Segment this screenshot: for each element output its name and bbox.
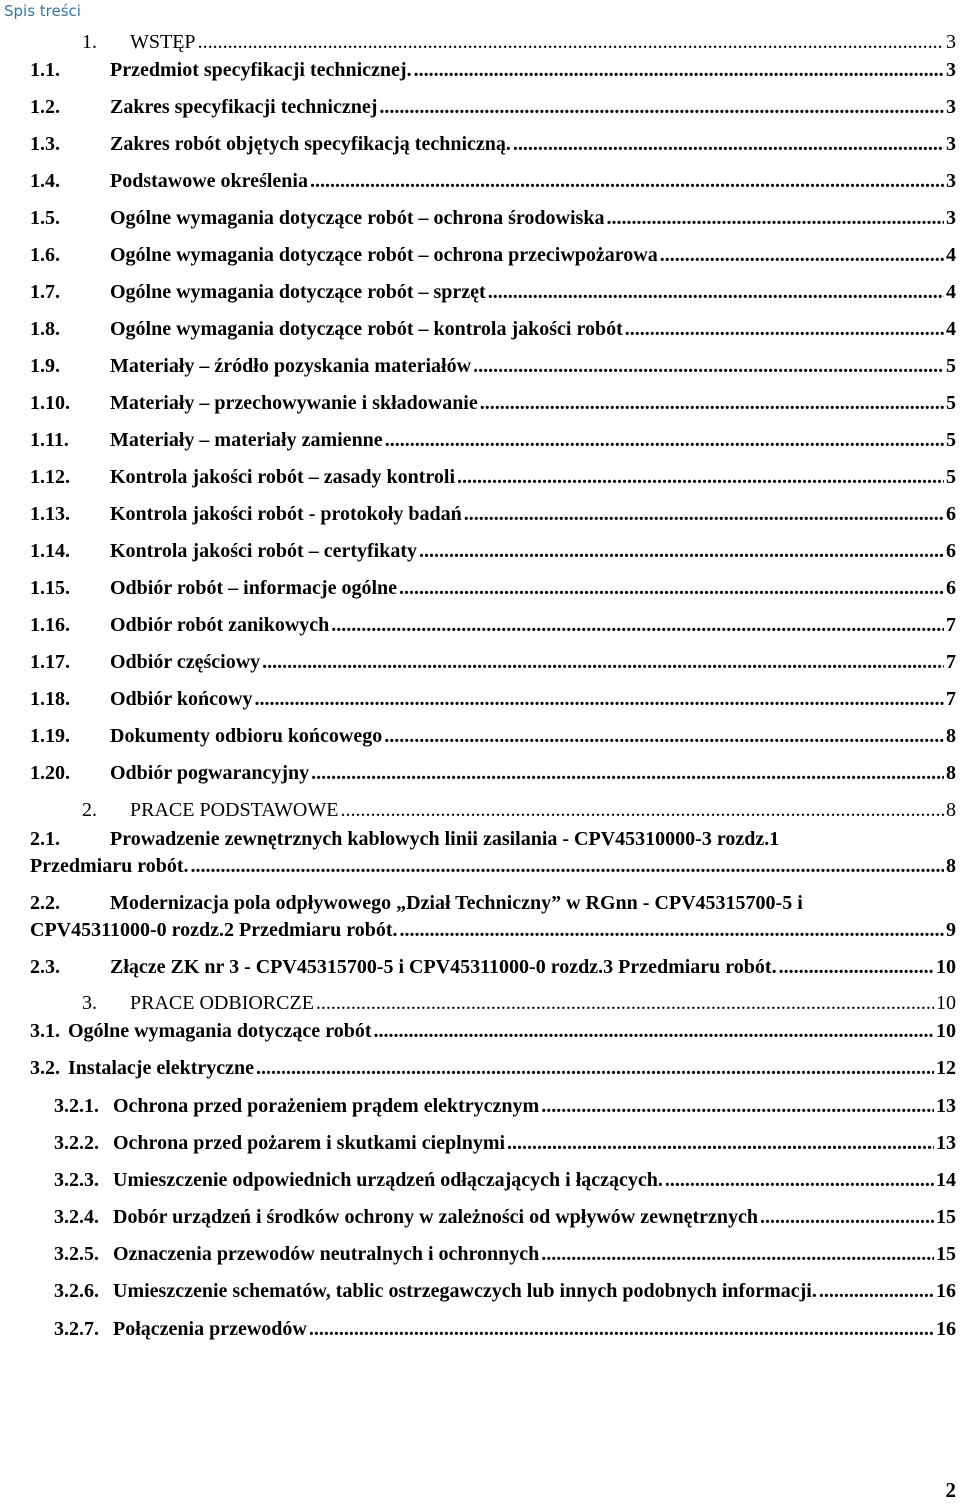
toc-entry-number: 1.12. [30, 466, 70, 488]
toc-entry-number: 2.3. [30, 956, 60, 978]
toc-entry-page: 8 [946, 725, 956, 747]
toc-entry-number: 1.1. [30, 59, 60, 81]
toc-entry-number: 1.13. [30, 503, 70, 525]
toc-leader-dots [385, 428, 944, 452]
toc-entry-page: 9 [946, 919, 956, 941]
toc-leader-dots [464, 502, 944, 526]
toc-entry-number: 1.18. [30, 688, 70, 710]
toc-entry-title: Modernizacja pola odpływowego „Dział Techniczny” w RGnn - CPV45315700-5 i [110, 892, 803, 914]
toc-leader-dots [665, 1168, 934, 1192]
toc-leader-dots [541, 1094, 934, 1118]
toc-entry-number: 1.15. [30, 577, 70, 599]
toc-entry-title: Umieszczenie schematów, tablic ostrzegawczych lub innych podobnych informacji. [113, 1280, 817, 1302]
toc-entry-title: Odbiór robót zanikowych [110, 614, 330, 636]
toc-entry-page: 7 [946, 614, 956, 636]
toc-entry-page: 13 [936, 1095, 956, 1117]
toc-entry-number: 2.2. [30, 892, 60, 914]
toc-entry-page: 14 [936, 1169, 956, 1191]
toc-entry-title: Odbiór częściowy [110, 651, 261, 673]
toc-leader-dots [414, 58, 944, 82]
toc-entry-page: 16 [936, 1318, 956, 1340]
toc-entry-title-continuation: Przedmiaru robót. [30, 855, 189, 877]
toc-entry-title: Materiały – materiały zamienne [110, 429, 383, 451]
toc-leader-dots [374, 1019, 935, 1043]
toc-entry-number: 3.2.1. [54, 1095, 99, 1117]
toc-entry-page: 3 [946, 59, 956, 81]
toc-entry-title: Podstawowe określenia [110, 170, 308, 192]
toc-leader-dots [316, 991, 934, 1015]
toc-entry-title: PRACE PODSTAWOWE [130, 799, 339, 821]
toc-entry-number: 2. [82, 799, 97, 821]
toc-entry-number: 1.14. [30, 540, 70, 562]
toc-entry-title: Ochrona przed pożarem i skutkami cieplnymi [113, 1132, 506, 1154]
toc-entry-number: 3.2.7. [54, 1318, 99, 1340]
toc-entry-page: 7 [946, 651, 956, 673]
toc-entry-page: 5 [946, 392, 956, 414]
toc-entry-title: Umieszczenie odpowiednich urządzeń odłączających i łączących. [113, 1169, 663, 1191]
toc-entry-title: Kontrola jakości robót – zasady kontroli [110, 466, 456, 488]
toc-entry-number: 3.2.3. [54, 1169, 99, 1191]
toc-entry-page: 6 [946, 503, 956, 525]
toc-entry-page: 8 [946, 762, 956, 784]
toc-entry-title: Dokumenty odbioru końcowego [110, 725, 383, 747]
toc-entry-number: 1.6. [30, 244, 60, 266]
toc-entry-title: Odbiór pogwarancyjny [110, 762, 310, 784]
toc-entry-number: 1.8. [30, 318, 60, 340]
toc-entry-number: 3.2.2. [54, 1132, 99, 1154]
toc-entry-page: 6 [946, 540, 956, 562]
toc-leader-dots [419, 539, 944, 563]
toc-entry-number: 3.2. [30, 1057, 60, 1079]
toc-entry-page: 6 [946, 577, 956, 599]
toc-leader-dots [384, 724, 944, 748]
toc-entry-title: Ogólne wymagania dotyczące robót – ochrona środowiska [110, 207, 605, 229]
toc-entry-page: 12 [936, 1057, 956, 1079]
toc-entry-title: Złącze ZK nr 3 - CPV45315700-5 i CPV45311000-0 rozdz.3 Przedmiaru robót. [110, 956, 777, 978]
toc-entry-number: 1.4. [30, 170, 60, 192]
toc-entry-title: Oznaczenia przewodów neutralnych i ochronnych [113, 1243, 540, 1265]
toc-entry-page: 3 [946, 170, 956, 192]
toc-entry-title: Instalacje elektryczne [68, 1057, 255, 1079]
toc-entry-number: 1.19. [30, 725, 70, 747]
toc-leader-dots [457, 465, 944, 489]
toc-leader-dots [480, 391, 944, 415]
toc-leader-dots [310, 169, 944, 193]
toc-leader-dots [660, 243, 944, 267]
toc-entry-title: Odbiór robót – informacje ogólne [110, 577, 398, 599]
toc-entry-page: 10 [936, 992, 956, 1014]
toc-leader-dots [819, 1279, 934, 1303]
toc-entry-number: 3.1. [30, 1020, 60, 1042]
toc-leader-dots [606, 206, 944, 230]
toc-entry-page: 4 [946, 281, 956, 303]
toc-entry-number: 1.3. [30, 133, 60, 155]
toc-entry-title: Ogólne wymagania dotyczące robót – sprzęt [110, 281, 486, 303]
toc-entry-page: 4 [946, 244, 956, 266]
toc-entry-number: 1.16. [30, 614, 70, 636]
toc-leader-dots [760, 1205, 934, 1229]
toc-entry-page: 8 [946, 799, 956, 821]
toc-entry-number: 3.2.6. [54, 1280, 99, 1302]
toc-entry-page: 15 [936, 1206, 956, 1228]
toc-entry-title: Przedmiot specyfikacji technicznej. [110, 59, 412, 81]
toc-leader-dots [488, 280, 944, 304]
toc-leader-dots [507, 1131, 934, 1155]
toc-entry-title-continuation: CPV45311000-0 rozdz.2 Przedmiaru robót. [30, 919, 398, 941]
toc-entry-page: 4 [946, 318, 956, 340]
toc-entry-title: Zakres robót objętych specyfikacją techniczną. [110, 133, 511, 155]
toc-entry-title: PRACE ODBIORCZE [130, 992, 314, 1014]
toc-entry-page: 3 [946, 31, 956, 53]
toc-entry-title: Materiały – przechowywanie i składowanie [110, 392, 478, 414]
toc-entry-title: Dobór urządzeń i środków ochrony w zależności od wpływów zewnętrznych [113, 1206, 758, 1228]
toc-leader-dots [311, 761, 944, 785]
toc-entry-title: Prowadzenie zewnętrznych kablowych linii zasilania - CPV45310000-3 rozdz.1 [110, 828, 780, 850]
toc-entry-page: 3 [946, 133, 956, 155]
toc-entry-number: 1. [82, 31, 97, 53]
toc-entry-page: 5 [946, 355, 956, 377]
toc-heading: Spis treści [4, 2, 81, 20]
toc-entry-number: 1.7. [30, 281, 60, 303]
toc-entry-number: 2.1. [30, 828, 60, 850]
toc-leader-dots [625, 317, 944, 341]
toc-entry-page: 5 [946, 466, 956, 488]
toc-entry-number: 3. [82, 992, 97, 1014]
toc-leader-dots [254, 687, 944, 711]
toc-entry-title: Ogólne wymagania dotyczące robót – kontrola jakości robót [110, 318, 623, 340]
toc-entry-number: 3.2.4. [54, 1206, 99, 1228]
toc-entry-number: 1.9. [30, 355, 60, 377]
toc-entry-title: WSTĘP [130, 31, 196, 53]
toc-leader-dots [473, 354, 944, 378]
toc-entry-page: 10 [936, 956, 956, 978]
toc-leader-dots [262, 650, 944, 674]
page-number: 2 [945, 1478, 956, 1502]
toc-entry-title: Połączenia przewodów [113, 1318, 307, 1340]
toc-leader-dots [513, 132, 944, 156]
toc-entry-page: 8 [946, 855, 956, 877]
toc-entry-page: 3 [946, 207, 956, 229]
toc-leader-dots [309, 1317, 934, 1341]
toc-entry-title: Ogólne wymagania dotyczące robót [68, 1020, 372, 1042]
toc-entry-title: Kontrola jakości robót – certyfikaty [110, 540, 418, 562]
toc-entry-page: 10 [936, 1020, 956, 1042]
toc-leader-dots [256, 1056, 934, 1080]
toc-leader-dots [331, 613, 944, 637]
toc-entry-page: 5 [946, 429, 956, 451]
toc-entry-number: 1.5. [30, 207, 60, 229]
toc-leader-dots [779, 955, 934, 979]
toc-leader-dots [400, 918, 944, 942]
toc-entry-page: 3 [946, 96, 956, 118]
toc-entry-title: Kontrola jakości robót - protokoły badań [110, 503, 462, 525]
toc-entry-number: 3.2.5. [54, 1243, 99, 1265]
toc-entry-number: 1.2. [30, 96, 60, 118]
toc-leader-dots [340, 798, 944, 822]
toc-entry-title: Ochrona przed porażeniem prądem elektrycznym [113, 1095, 540, 1117]
toc-entry-title: Odbiór końcowy [110, 688, 253, 710]
toc-leader-dots [379, 95, 944, 119]
toc-entry-title: Zakres specyfikacji technicznej [110, 96, 378, 118]
toc-leader-dots [191, 854, 945, 878]
toc-entry-number: 1.11. [30, 429, 69, 451]
toc-entry-number: 1.20. [30, 762, 70, 784]
toc-leader-dots [198, 30, 944, 54]
toc-entry-title: Materiały – źródło pozyskania materiałów [110, 355, 472, 377]
toc-entry-page: 7 [946, 688, 956, 710]
toc-entry-number: 1.10. [30, 392, 70, 414]
toc-entry-page: 16 [936, 1280, 956, 1302]
toc-leader-dots [399, 576, 944, 600]
toc-entry-page: 13 [936, 1132, 956, 1154]
toc-leader-dots [541, 1242, 934, 1266]
toc-entry-title: Ogólne wymagania dotyczące robót – ochrona przeciwpożarowa [110, 244, 658, 266]
toc-entry-number: 1.17. [30, 651, 70, 673]
toc-entry-page: 15 [936, 1243, 956, 1265]
